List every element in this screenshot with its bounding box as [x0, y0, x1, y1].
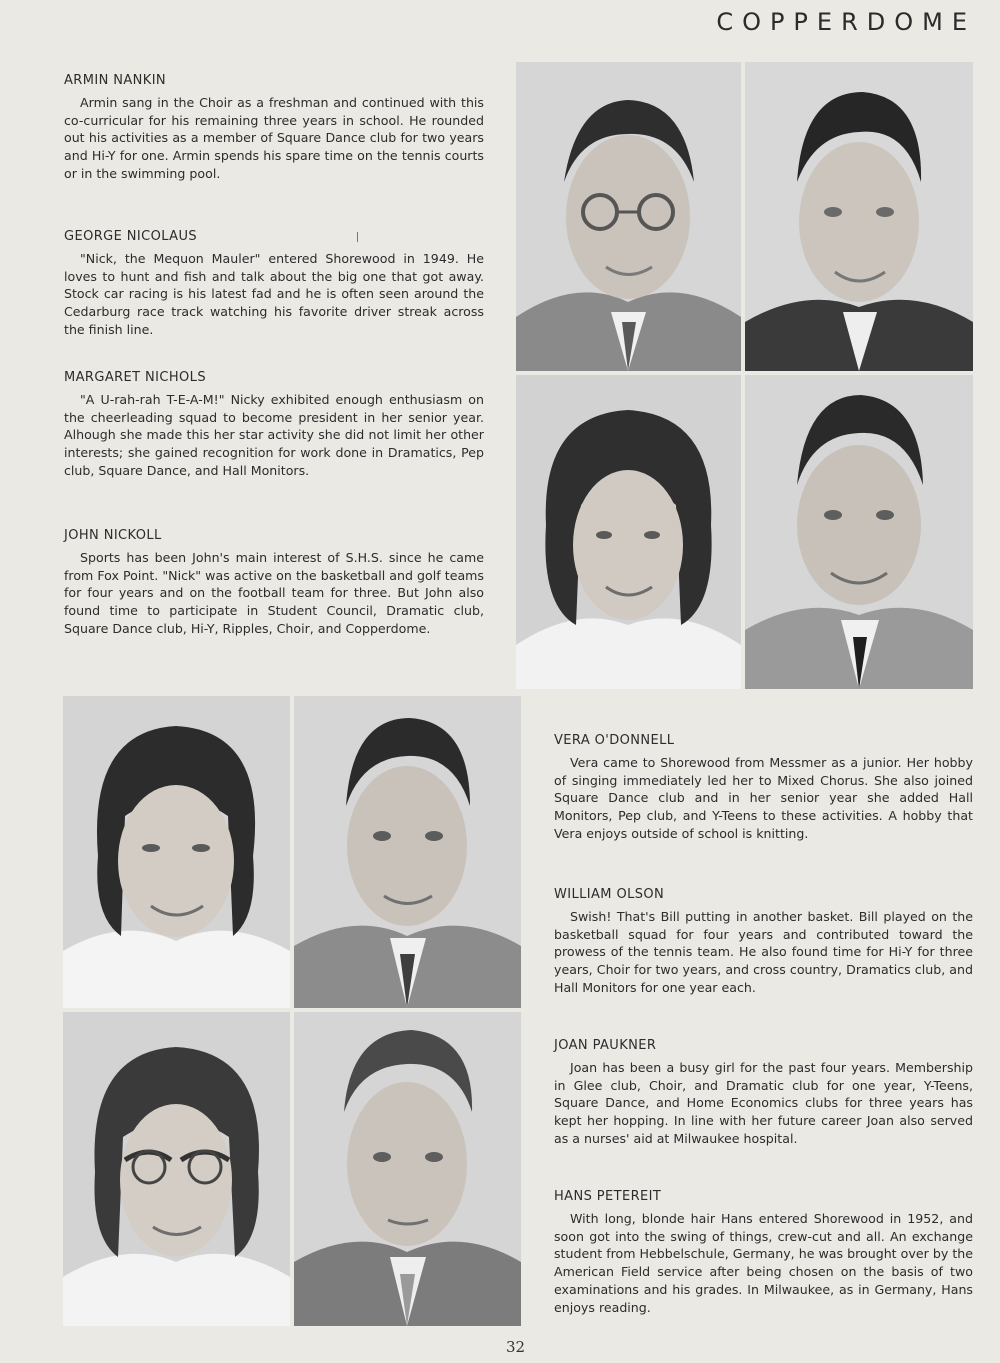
bio-text: Vera came to Shorewood from Messmer as a junior. Her hobby of singing immediately led her to Mixed Chorus. She also joined Square Dance club and in her senior year she added Hall Monitors, Pep club, and Y-Teens to these activities. A hobby that Vera enjoys outside of school is knitting.	[554, 754, 973, 841]
bio-text: Swish! That's Bill putting in another basket. Bill played on the basketball squad for four years and contributed toward the prowess of the tennis team. He also found time for Hi-Y for three years, Choir for two years, and cross country, Dramatics club, and Hall Monitors for one year each.	[554, 908, 973, 995]
bio-name: MARGARET NICHOLS	[64, 370, 206, 385]
page-header-title: COPPERDOME	[716, 8, 976, 36]
bio-name: VERA O'DONNELL	[554, 733, 675, 748]
bio-text: "Nick, the Mequon Mauler" entered Shorewood in 1949. He loves to hunt and fish and talk about the big one that got away. Stock car racing is his latest fad and he is often seen around the Cedarburg race track watching his favorite driver streak across the finish line.	[64, 250, 484, 337]
bio-text: Sports has been John's main interest of S.H.S. since he came from Fox Point. "Nick" was active on the basketball and golf teams for four years and on the football team for three. But John also found time to participate in Student Council, Dramatic club, Square Dance club, Hi-Y, Ripples, Choir, and Copperdome.	[64, 549, 484, 636]
bio-name: ARMIN NANKIN	[64, 73, 167, 88]
bio-text: Joan has been a busy girl for the past four years. Membership in Glee club, Choir, and Dramatic club for one year, Y-Teens, Square Dance, and Home Economics clubs for three years has kept her hopping. In line with her future career Joan also served as a nurses' aid at Milwaukee hospital.	[554, 1059, 973, 1146]
bio-text: With long, blonde hair Hans entered Shorewood in 1952, and soon got into the swing of things, crew-cut and all. An exchange student from Hebbelschule, Germany, he was brought over by the American Field service after being chosen on the basis of two examinations and his grades. In Milwaukee, as in Germany, Hans enjoys reading.	[554, 1210, 973, 1315]
bio-name: JOAN PAUKNER	[554, 1038, 657, 1053]
bio-joan-paukner	[554, 1037, 973, 1148]
bio-vera-odonnell	[554, 732, 973, 843]
bio-margaret-nichols	[64, 369, 484, 480]
portrait-photo-margaret-nichols	[516, 375, 741, 689]
portrait-photo-john-nickoll	[745, 375, 973, 689]
bio-name: HANS PETEREIT	[554, 1189, 662, 1204]
bio-hans-petereit	[554, 1188, 973, 1317]
bio-john-nickoll	[64, 527, 484, 638]
bio-armin-nankin	[64, 72, 484, 183]
page-number: 32	[506, 1338, 526, 1356]
bio-william-olson	[554, 886, 973, 997]
portrait-photo-armin-nankin	[516, 62, 741, 371]
bio-name: WILLIAM OLSON	[554, 887, 665, 902]
portrait-photo-george-nicolaus	[745, 62, 973, 371]
portrait-photo-hans-petereit	[294, 1012, 521, 1326]
bio-text: "A U-rah-rah T-E-A-M!" Nicky exhibited enough enthusiasm on the cheerleading squad to become president in her senior year. Alhough she made this her star activity she did not limit her other interests; she gained recognition for work done in Dramatics, Pep club, Square Dance, and Hall Monitors.	[64, 391, 484, 478]
portrait-photo-william-olson	[294, 696, 521, 1008]
bio-name: JOHN NICKOLL	[64, 528, 162, 543]
portrait-photo-joan-paukner	[63, 1012, 290, 1326]
bio-name: GEORGE NICOLAUS	[64, 229, 198, 244]
portrait-photo-vera-odonnell	[63, 696, 290, 1008]
bio-text: Armin sang in the Choir as a freshman and continued with this co-curricular for his remaining three years in school. He rounded out his activities as a member of Square Dance club for two years and Hi-Y for one. Armin spends his spare time on the tennis courts or in the swimming pool.	[64, 94, 484, 181]
bio-george-nicolaus	[64, 228, 484, 339]
